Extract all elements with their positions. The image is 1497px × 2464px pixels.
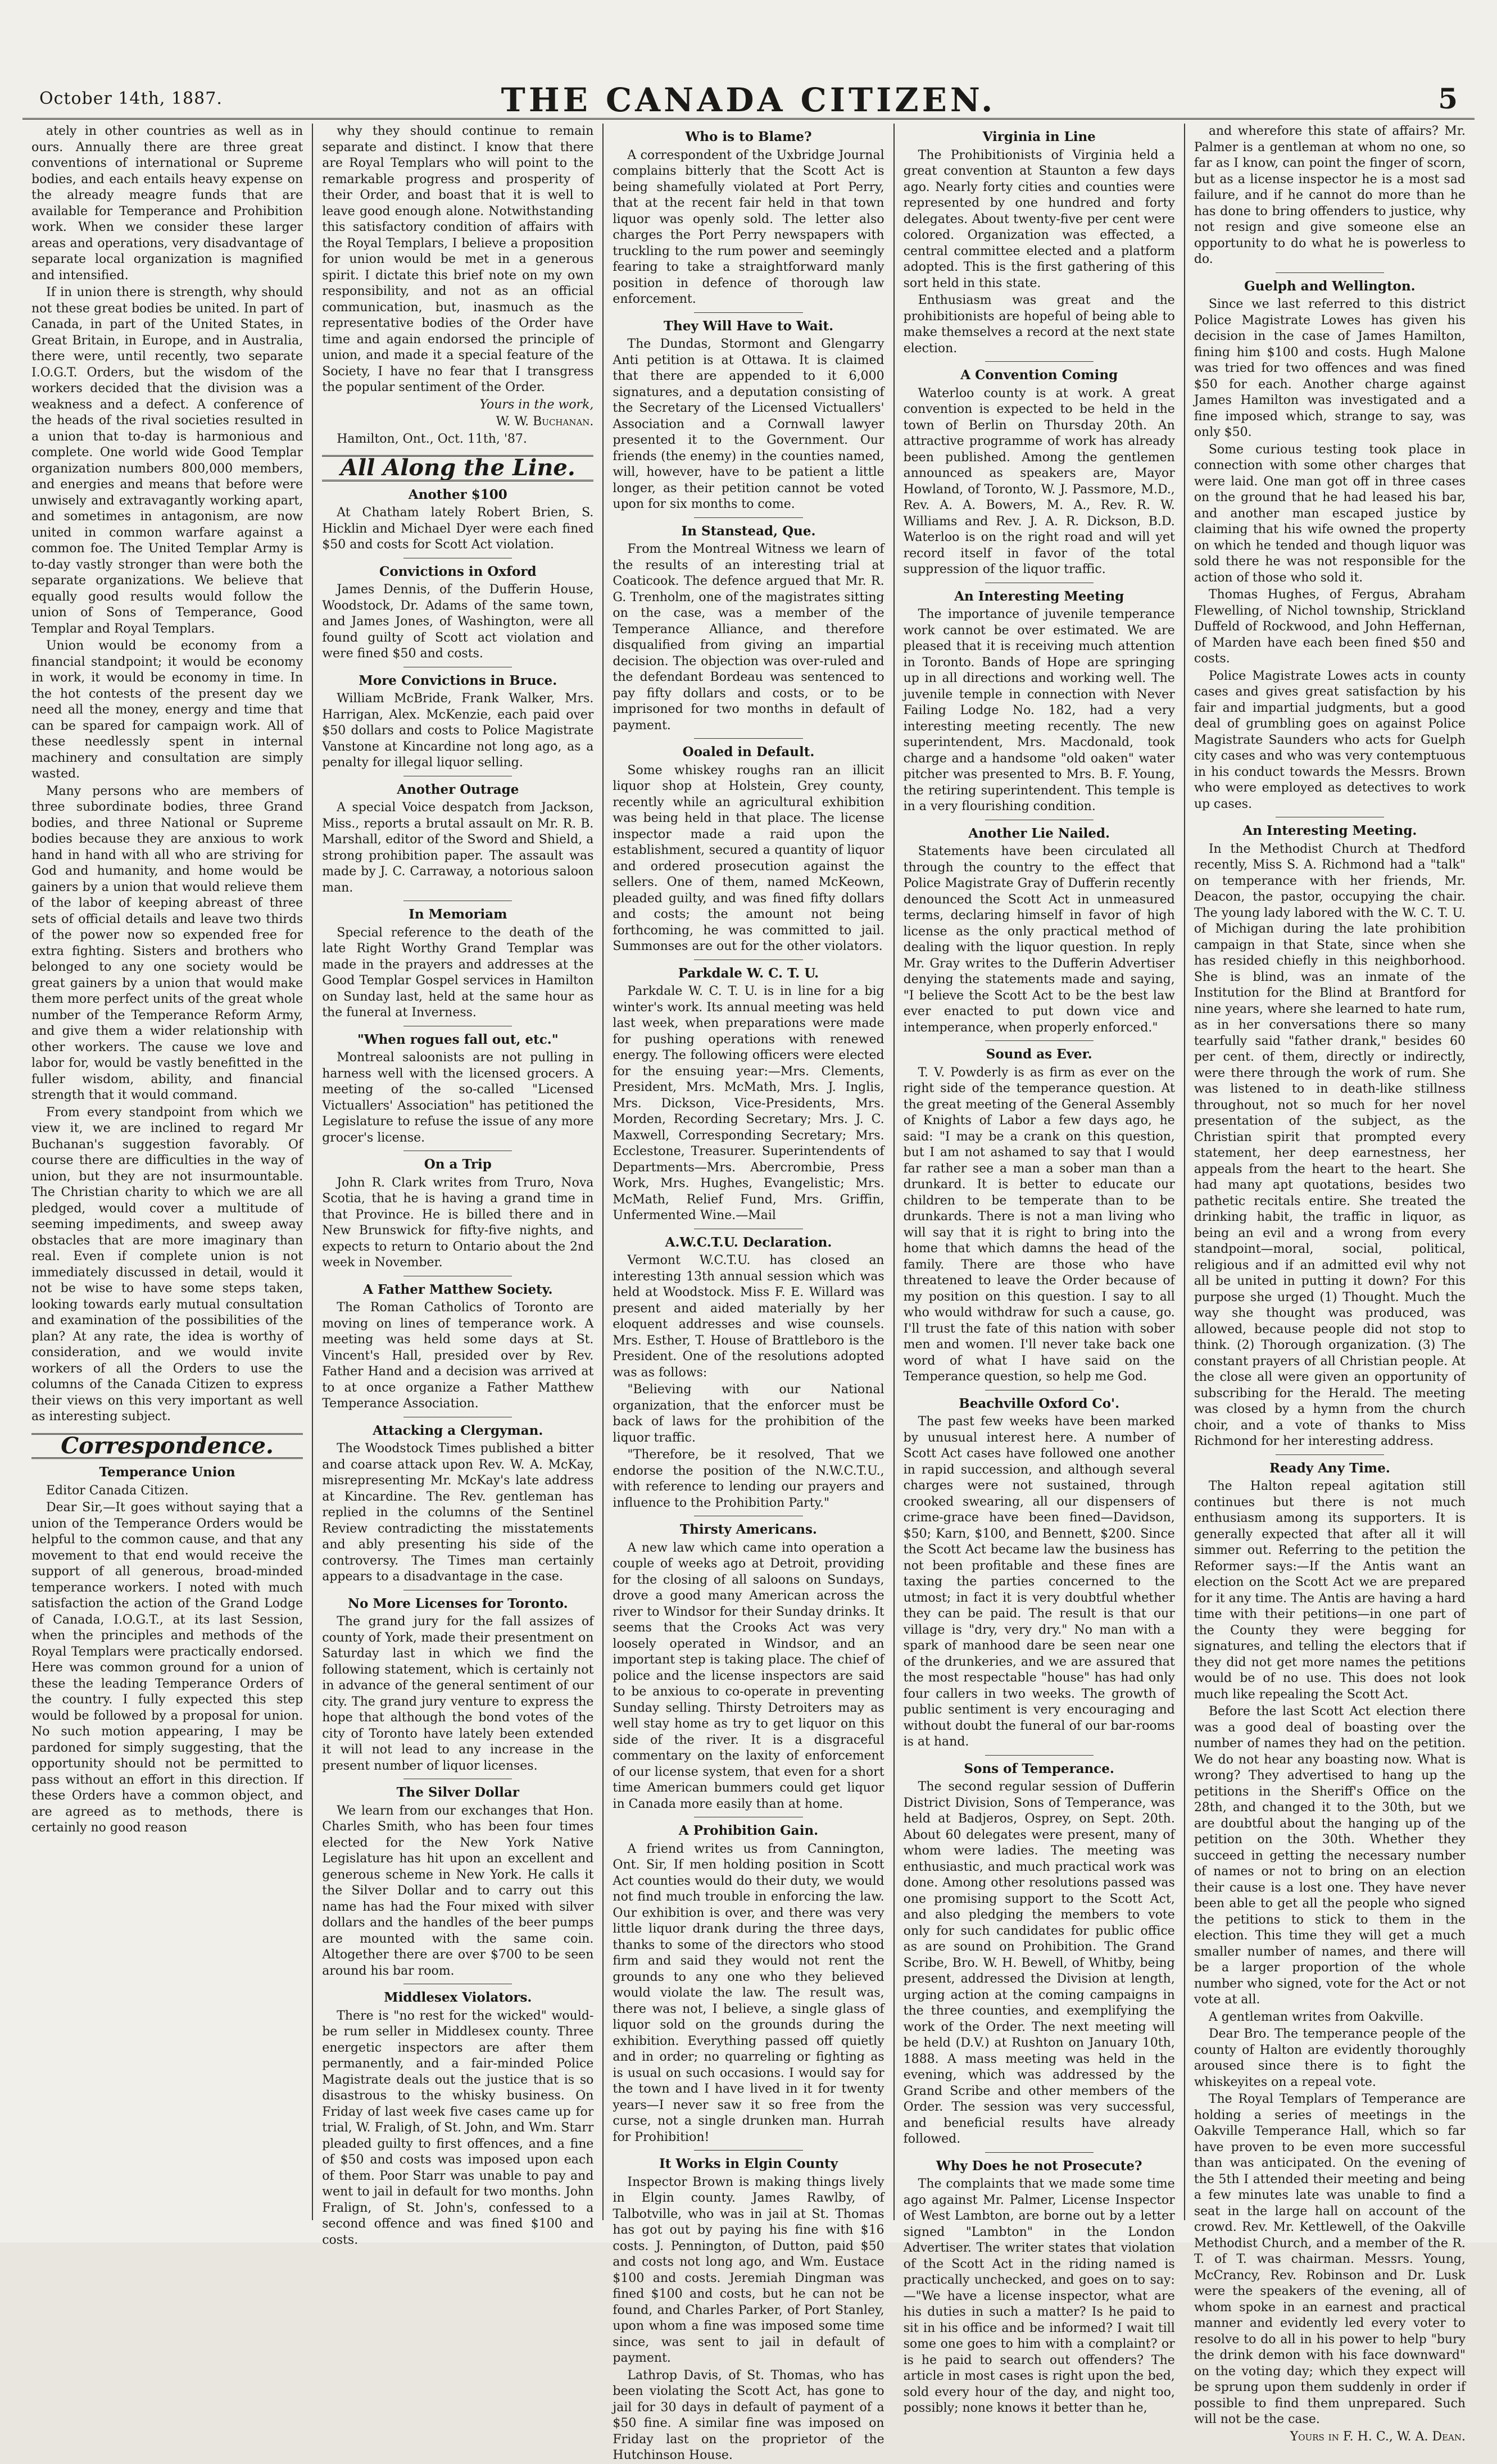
article-paragraph: Many persons who are members of three subordinate bodies, three Grand bodies, and three National or Supreme bodies because they are anxious to work hand in hand with all who are striving for God and humanity, and home would be gainers by a union that would relieve them of the labor of keeping abreast of three sets of official details and leave two thirds of the power now so expended free for extra fighting. Sisters and brothers who belonged to any one society would be great gainers by a union that would make them more perfect units of the great whole number of the Temperance Reform Army, and give them a wider relationship with other workers. The cause we love and labor for, would be vastly benefitted in the fuller wisdom, ability, and financial strength that it would command. [31,784,303,1102]
article-headline: They Will Have to Wait. [663,318,834,334]
article-paragraph: Special reference to the death of the late Right Worthy Grand Templar was made in the prayers and addresses at the Good Templar Gospel services in Hamilton on Sunday last, held at the same hour as the funeral at Inverness. [322,925,594,1020]
article-headline: Guelph and Wellington. [1244,278,1416,294]
divider-rule [694,738,802,739]
article-headline: Sound as Ever. [986,1047,1092,1062]
article-paragraph: There is "no rest for the wicked" would-be rum seller in Middlesex county. Three energetic inspectors are after them permanently, and a fair-minded Police Magistrate deals out the justice that is so disastrous to the whisky business. On Friday of last week five cases came up for trial, W. Fraligh, of St. John, and Wm. Starr pleaded guilty to first offences, and a fine of $50 and costs was imposed upon each of them. Poor Starr was unable to pay and went to jail in default for two months. John Fralign, of St. John's, confessed to a second offence and was fined $100 and costs. [322,2008,594,2247]
article-headline: No More Licenses for Toronto. [347,1595,568,1611]
article-paragraph: William McBride, Frank Walker, Mrs. Harrigan, Alex. McKenzie, each paid over $50 dollars and costs to Police Magistrate Vanstone at Kincardine not long ago, as a penalty for illegal liquor selling. [322,692,594,770]
divider-rule [985,361,1094,362]
divider-rule [694,517,802,518]
article-paragraph: Hamilton, Ont., Oct. 11th, '87. [337,431,527,446]
article-headline: Another Outrage [397,781,519,797]
text-columns [22,124,1475,2462]
divider-rule [694,312,802,313]
article-headline: "When rogues fall out, etc." [357,1031,559,1047]
article-paragraph: Dear Bro. The temperance people of the county of Halton are evidently thoroughly aroused since there is to fight the whiskeyites on a repeal vote. [1194,2027,1466,2089]
article-headline: A.W.C.T.U. Declaration. [665,1234,832,1250]
column-4 [893,124,1184,2415]
article-paragraph: The grand jury for the fall assizes of county of York, made their presentment on Saturday last in which we find the following statement, which is certainly not in advance of the general sentiment of our city. The grand jury venture to express the hope that although the bond votes of the city of Toronto have lately been extended it will not lead to any increase in the present number of liquor licenses. [322,1615,594,1773]
article-paragraph: T. V. Powderly is as firm as ever on the right side of the temperance question. At the great meeting of the General Assembly of Knights of Labor a few days ago, he said: "I may be a crank on this question, but I am not ashamed to say that I would far rather see a man a sober man than a drunkard. It is better to educate our children to be temperate than to be drunkards. There is not a man living who will say that it is right to bring into the home that which damns the head of the family. There are those who have threatened to leave the Order because of my position on this question. I say to all who would withdraw for such a cause, go. I'll trust the fate of this nation with sober men and women. I'll never take back one word of what I have said on the Temperance question, so help me God. [903,1065,1175,1384]
article-headline: An Interesting Meeting. [1242,823,1417,838]
article-paragraph: Union would be economy from a financial standpoint; it would be economy in work, it would be economy in time. In the hot contests of the present day we need all the money, energy and time that can be spared for campaign work. All of these needlessly spent in internal machinery and consultation are simply wasted. [31,639,303,781]
article-paragraph: Some curious testing took place in connection with some other charges that were laid. One man got off in three cases on the ground that he had leased his bar, and another man escaped justice by claiming that his wife owned the property on which he tended and though liquor was sold there he was not responsible for the action of those who sold it. [1194,442,1466,585]
article-paragraph: Waterloo county is at work. A great convention is expected to be held in the town of Berlin on Thursday 20th. An attractive programme of work has already been published. Among the gentlemen announced as speakers are, Mayor Howland, of Toronto, W. J. Passmore, M.D., Rev. A. A. Bowers, M. A., Rev. R. W. Williams and Rev. J. A. R. Dickson, B.D. Waterloo is on the right road and will yet record itself in favor of the total suppression of the liquor traffic. [903,386,1175,576]
article-paragraph: The Roman Catholics of Toronto are moving on lines of temperance work. A meeting was held some days at St. Vincent's Hall, presided over by Rev. Father Hand and a decision was arrived at to at once organize a Father Matthew Temperance Association. [322,1301,594,1411]
article-headline: Convictions in Oxford [379,563,537,579]
divider-rule [1276,1454,1384,1455]
article-paragraph: "Therefore, be it resolved, That we endorse the position of the N.W.C.T.U., with reference to lending our prayers and influence to the Prohibition Party." [613,1448,884,1510]
column-1 [22,124,312,2220]
article-headline: Ooaled in Default. [682,744,815,760]
article-headline: Middlesex Violators. [384,1990,532,2005]
article-paragraph: A correspondent of the Uxbridge Journal complains bitterly that the Scott Act is being shamefully violated at Port Perry, that at the recent fair held in that town liquor was openly sold. The letter also charges the Port Perry newspapers with truckling to the rum power and seemingly fearing to take a straightforward manly position in defence of thorough law enforcement. [613,148,884,306]
article-headline: Thirsty Americans. [680,1522,817,1537]
article-headline: Attacking a Clergyman. [373,1422,543,1438]
article-paragraph: why they should continue to remain separate and distinct. I know that there are Royal Templars who will point to the remarkable progress and prosperity of their Order, and boast that it is well to leave good enough alone. Notwithstanding this satisfactory condition of affairs with the Royal Templars, I believe a proposition for union would be met in a generous spirit. I dictate this brief note on my own responsibility, and not as an official communication, but, inasmuch as the representative bodies of the Order have time and again endorsed the principle of union, and made it a special feature of the Society, I have no fear that I transgress the popular sentiment of the Order. [322,124,594,394]
article-paragraph: The Halton repeal agitation still continues but there is not much enthusiasm among its supporters. It is generally expected that after all it will simmer out. Referring to the petition the Reformer says:—If the Antis want an election on the Scott Act we are prepared for it any time. The Antis are having a hard time with their petitions—in one part of the County they were begging for signatures, and telling the electors that if they did not get more names the petitions would be of no use. This does not look much like repealing the Scott Act. [1194,1479,1466,1702]
article-paragraph: "Believing with our National organization, that the enforcer must be back of laws for the prohibition of the liquor traffic. [613,1383,884,1445]
article-paragraph: We learn from our exchanges that Hon. Charles Smith, who has been four times elected for the New York Native Legislature has hit upon an excellent and generous scheme in New York. He calls it the Silver Dollar and to carry out this name has had the Four mixed with silver dollars and the handles of the beer pumps are mounted with the same coin. Altogether there are over $700 to be seen around his bar room. [322,1803,594,1978]
article-headline: A Convention Coming [960,367,1118,383]
article-headline: A Prohibition Gain. [678,1823,819,1838]
article-headline: An Interesting Meeting [954,588,1124,604]
article-headline: The Silver Dollar [396,1785,520,1800]
section-heading: Correspondence. [31,1433,303,1460]
article-headline: It Works in Elgin County [659,2156,838,2171]
author-signature: Yours in F. H. C., W. A. Dean. [1290,2429,1466,2444]
article-headline: A Father Matthew Society. [363,1281,553,1297]
article-paragraph: Police Magistrate Lowes acts in county cases and gives great satisfaction by his fair and impartial judgments, but a good deal of grumbling goes on against Police Magistrate Saunders who acts for Guelph city cases and who was very contemptuous in his conduct towards the Messrs. Brown who were employed as detectives to work up cases. [1194,669,1466,811]
divider-rule [1276,272,1384,273]
article-paragraph: If in union there is strength, why should not these great bodies be united. In part of Canada, in part of the United States, in Great Britain, in Europe, and in Australia, there were, until recently, two separate I.O.G.T. Orders, but the wisdom of the workers decided that the division was a weakness and a defect. A conference of the heads of the rival societies resulted in a union that to-day is harmonious and complete. One world wide Good Templar organization numbers 800,000 members, and energies and means that before were unwisely and extravagantly working apart, and sometimes in antagonism, are now united in common warfare against a common foe. The United Templar Army is to-day vastly stronger than were both the separate organizations. We believe that equally good results would follow the union of Sons of Temperance, Good Templar and Royal Templars. [31,285,303,636]
article-paragraph: A special Voice despatch from Jackson, Miss., reports a brutal assault on Mr. R. B. Marshall, editor of the Sword and Shield, a strong prohibition paper. The assault was made by J. C. Carraway, a notorious saloon man. [322,801,594,895]
article-headline: Why Does he not Prosecute? [936,2158,1142,2174]
article-paragraph: Inspector Brown is making things lively in Elgin county. James Rawlby, of Talbotville, who was in jail at St. Thomas has got out by paying his fine with $16 costs. J. Pennington, of Dutton, paid $50 and costs not long ago, and Wm. Eustace $100 and costs. Jeremiah Dingman was fined $100 and costs, but he can not be found, and Charles Parker, of Port Stanley, upon whom a fine was imposed some time since, was sent to jail in default of payment. [613,2175,884,2365]
article-paragraph: At Chatham lately Robert Brien, S. Hicklin and Michael Dyer were each fined $50 and costs for Scott Act violation. [322,506,594,552]
issue-date: October 14th, 1887. [39,89,223,108]
article-headline: Sons of Temperance. [964,1761,1114,1776]
article-paragraph: ately in other countries as well as in ours. Annually there are three great conventions of international or Supreme bodies, and each entails heavy expense on the already meagre funds that are available for Temperance and Prohibition work. When we consider these larger areas and operations, very disadvantage of separate local organization is magnified and intensified. [31,124,303,283]
article-headline: On a Trip [424,1157,492,1172]
masthead [22,79,1475,120]
article-paragraph: and wherefore this state of affairs? Mr. Palmer is a gentleman at whom no one, so far as I know, can point the finger of scorn, but as a license inspector he is a most sad failure, and if he cannot do more than he has done to bring offenders to justice, why not resign and give someone else an opportunity to do what he is powerless to do. [1194,124,1466,266]
column-5 [1184,124,1475,2444]
article-headline: In Stanstead, Que. [681,523,816,539]
article-paragraph: Since we last referred to this district Police Magistrate Lowes has given his decision in the case of James Hamilton, fining him $100 and costs. Hugh Malone was tried for two offences and was fined $50 for each. Another charge against James Hamilton was investigated and a fine imposed which, strange to say, was only $50. [1194,297,1466,439]
section-heading: All Along the Line. [322,455,593,481]
article-paragraph: A gentleman writes from Oakville. [1208,2010,1424,2024]
article-paragraph: Thomas Hughes, of Fergus, Abraham Flewelling, of Nichol township, Strickland Duffeld of Rockwood, and John Heffernan, of Marden have each been fined $50 and costs. [1194,588,1466,666]
article-headline: Who is to Blame? [685,129,812,144]
article-headline: Ready Any Time. [1269,1460,1390,1476]
divider-rule [694,2150,802,2151]
article-paragraph: Editor Canada Citizen. [46,1483,189,1498]
article-paragraph: From every standpoint from which we view it, we are inclined to regard Mr Buchanan's suggestion favorably. Of course there are difficulties in the way of union, but they are not insurmountable. The Christian charity to which we are all pledged, would cover a multitude of seeming impediments, and sweep away obstacles that are more imaginary than real. Even if complete union is not immediately discussed in detail, would it not be wise to have some steps taken, looking towards early mutual consultation and examination of the possibilities of the plan? At any rate, the idea is worthy of consideration, and we would invite workers of all the Orders to use the columns of the Canada Citizen to express their views on this very important as well as interesting subject. [31,1105,303,1424]
article-paragraph: John R. Clark writes from Truro, Nova Scotia, that he is having a grand time in that Province. He is billed there and in New Brunswick for fifty-five nights, and expects to return to Ontario about the 2nd week in November. [322,1175,594,1270]
article-headline: Beachville Oxford Co'. [959,1395,1120,1411]
article-paragraph: A new law which came into operation a couple of weeks ago at Detroit, providing for the closing of all saloons on Sundays, drove a good many American across the river to Windsor for their Sunday drinks. It seems that the Crooks Act was very loosely operated in Windsor, and an important step is taking place. The chief of police and the license inspectors are said to be anxious to co-operate in preventing Sunday selling. Thirsty Detroiters may as well stay home as try to get liquor on this side of the river. It is a disgraceful commentary on the laxity of enforcement of our license system, that even for a short time American bummers could get liquor in Canada more easily than at home. [613,1540,884,1811]
article-paragraph: In the Methodist Church at Thedford recently, Miss S. A. Richmond had a "talk" on temperance with her friends, Mr. Deacon, the pastor, occupying the chair. The young lady labored with the W. C. T. U. of Michigan during the late prohibition campaign in that State, since when she has resided chiefly in this neighborhood. She is blind, was an inmate of the Institution for the Blind at Brantford for nine years, where she learned to hate rum, as in her conversations there so many tearfully said "father drank," besides 60 per cent. of them, directly or indirectly, were there through the work of rum. She was listened to in death-like stillness throughout, not so much for her novel presentation of the subject, as the Christian spirit that prompted every statement, her deep earnestness, her appeals from the heart to the heart. She had many apt quotations, besides two pathetic recitals entire. She treated the drinking habit, the traffic in liquor, as being an evil and a wrong from every standpoint—moral, social, political, religious and if an admitted evil why not all be united in putting it down? For this purpose she urged (1) Thought. Much the way she thought was produced, was allowed, because people did not stop to think. (2) Thorough organization. (3) The constant prayers of all Christian people. At the close all were given an opportunity of subscribing for the Herald. The meeting was closed by a hymn from the church choir, and a vote of thanks to Miss Richmond for her interesting address. [1194,842,1466,1448]
article-headline: Another Lie Nailed. [968,825,1110,841]
column-2 [312,124,602,2247]
article-headline: Parkdale W. C. T. U. [678,965,819,981]
article-headline: In Memoriam [409,907,507,922]
article-paragraph: James Dennis, of the Dufferin House, Woodstock, Dr. Adams of the same town, and James Jones, of Washington, were all found guilty of Scott act violation and were fined $50 and costs. [322,583,594,661]
article-paragraph: The complaints that we made some time ago against Mr. Palmer, License Inspector of West Lambton, are borne out by a letter signed "Lambton" in the London Advertiser. The writer states that violation of the Scott Act in the riding named is practically unchecked, and goes on to say:—"We have a license inspector, what are his duties in such a matter? Is he paid to sit in his office and be informed? I wait till some one goes to him with a complaint? or is he paid to search out offenders? The article in most cases is right upon the bed, sold every hour of the day, and night too, possibly; none knows it better than he, [903,2177,1175,2415]
article-paragraph: Enthusiasm was great and the prohibitionists are hopeful of being able to make themselves a record at the next state election. [903,293,1175,356]
article-paragraph: The second regular session of Dufferin District Division, Sons of Temperance, was held at Badjeros, Osprey, on Sept. 20th. About 60 delegates were present, many of whom were ladies. The meeting was enthusiastic, and much practical work was done. Among other resolutions passed was one promising support to the Scott Act, and also pledging the members to vote only for such candidates for public office as are sound on Prohibition. The Grand Scribe, Bro. W. H. Bewell, of Whitby, being present, addressed the Division at length, urging action at the coming campaigns in the three counties, and exemplifying the work of the Order. The next meeting will be held (D.V.) at Rushton on January 10th, 1888. A mass meeting was held in the evening, which was addressed by the Grand Scribe and other members of the Order. The session was very successful, and beneficial results have already followed. [903,1780,1175,2146]
article-paragraph: Montreal saloonists are not pulling in harness well with the licensed grocers. A meeting of the so-called "Licensed Victuallers' Association" has petitioned the Legislature to refuse the issue of any more grocer's license. [322,1051,594,1145]
divider-rule [985,1755,1094,1756]
newspaper-title: THE CANADA CITIZEN. [501,81,996,119]
article-paragraph: A friend writes us from Cannington, Ont. Sir, If men holding position in Scott Act counties would do their duty, we would not find much trouble in enforcing the law. Our exhibition is over, and there was very little liquor drank during the three days, thanks to some of the directors who stood firm and said they would not rent the grounds to any one who they believed would violate the law. The result was, there was not, I believe, a single glass of liquor sold on the grounds during the exhibition. Everything passed off quietly and in order; no quarreling or fighting as is usual on such occasions. I would say for the town and I have lived in it for twenty years—I never saw it so free from the curse, not a single drunken man. Hurrah for Prohibition! [613,1842,884,2144]
article-paragraph: The importance of juvenile temperance work cannot be over estimated. We are pleased that it is receiving much attention in Toronto. Bands of Hope are springing up in all directions and working well. The juvenile temple in connection with Never Failing Lodge No. 182, had a very interesting meeting recently. The new superintendent, Mrs. Macdonald, took charge and a handsome "old oaken" water pitcher was presented to Mrs. B. F. Young, the retiring superintendent. This temple is in a very flourishing condition. [903,607,1175,813]
article-paragraph: The Woodstock Times published a bitter and coarse attack upon Rev. W. A. McKay, misrepresenting Mr. McKay's late address at Kincardine. The Rev. gentleman has replied in the columns of the Sentinel Review contradicting the misstatements and ably presenting his side of the controversy. The Times man certainly appears to a disadvantage in the case. [322,1442,594,1584]
article-headline: Temperance Union [99,1465,235,1480]
article-headline: More Convictions in Bruce. [359,672,557,688]
article-headline: Virginia in Line [982,129,1096,144]
article-paragraph: The Dundas, Stormont and Glengarry Anti petition is at Ottawa. It is claimed that there are appended to it 6,000 signatures, and a deputation consisting of the Secretary of the Licensed Victuallers' Association and a Cornwall lawyer presented it to the Government. Our friends (the enemy) in the counties named, will, however, have to be patient a little longer, as their petition cannot be voted upon for six months to come. [613,337,884,511]
article-paragraph: From the Montreal Witness we learn of the results of an interesting trial at Coaticook. The defence argued that Mr. R. G. Trenholm, one of the magistrates sitting on the case, was a member of the Temperance Alliance, and therefore disqualified from giving an impartial decision. The objection was over-ruled and the defendant Bordeau was sentenced to pay fifty dollars and costs, or to be imprisoned for two months in default of payment. [613,542,884,733]
page-number: 5 [1438,82,1458,115]
article-paragraph: Vermont W.C.T.U. has closed an interesting 13th annual session which was held at Woodstock. Miss F. E. Willard was present and aided materially by her eloquent addresses and wise counsels. Mrs. Esther, T. House of Brattleboro is the President. One of the resolutions adopted was as follows: [613,1253,884,1380]
author-signature: W. W. Buchanan. [496,415,594,429]
article-paragraph: Some whiskey roughs ran an illicit liquor shop at Holstein, Grey county, recently while an agricultural exhibition was being held in that place. The license inspector made a raid upon the establishment, secured a quantity of liquor and ordered prosecution against the sellers. One of them, named McKeown, pleaded guilty, and was fined fifty dollars and costs; the amount not being forthcoming, he was committed to jail. Summonses are out for the other violators. [613,763,884,953]
divider-rule [985,1040,1094,1041]
article-paragraph: The Royal Templars of Temperance are holding a series of meetings in the Oakville Temperance Hall, which so far have proven to be even more successful than was anticipated. On the evening of the 5th I attended their meeting and being a few minutes late was unable to find a seat in the large hall on account of the crowd. Rev. Mr. Kettlewell, of the Oakville Methodist Church, and a member of the R. T. of T. was chairman. Messrs. Young, McCrancy, Rev. Robinson and Dr. Lusk were the speakers of the evening, all of whom spoke in an earnest and practical manner and evidently led every voter to resolve to do all in his power to help "bury the drink demon with his face downward" on the voting day; which they expect will be sprung upon them suddenly in order if possible to find them unprepared. Such will not be the case. [1194,2092,1466,2426]
article-paragraph: The Prohibitionists of Virginia held a great convention at Staunton a few days ago. Nearly forty cities and counties were represented by one hundred and forty delegates. About twenty-five per cent were colored. Organization was effected, a central committee elected and a platform adopted. This is the first gathering of this sort held in this state. [903,148,1175,290]
article-paragraph: Lathrop Davis, of St. Thomas, who has been violating the Scott Act, has gone to jail for 30 days in default of payment of a $50 fine. A similar fine was imposed on Friday last on the proprietor of the Hutchinson House. [613,2368,884,2462]
article-paragraph: Before the last Scott Act election there was a good deal of boasting over the number of names they had on the petition. We do not hear any boasting now. What is wrong? They advertised to hang up the petitions in the Sheriff's Office on the 28th, and changed it to the 30th, but we are doubtful about the hanging up of the petition on the 30th. Whether they succeed in getting the necessary number of names or not to bring on an election their cause is a lost one. They have never been able to get all the people who signed the petitions to stick to them in the election. This time they will get a much smaller number of names, and there will be a larger proportion of the whole number who signed, vote for the Act or not vote at all. [1194,1704,1466,2007]
article-paragraph: Parkdale W. C. T. U. is in line for a big winter's work. Its annual meeting was held last week, when preparations were made for pushing operations with renewed energy. The following officers were elected for the ensuing year:—Mrs. Clements, President, Mrs. McMath, Mrs. J. Inglis, Mrs. Dickson, Vice-Presidents, Mrs. Morden, Recording Secretary; Mrs. J. C. Maxwell, Corresponding Secretary; Mrs. Ecclestone, Treasurer. Superintendents of Departments—Mrs. Abercrombie, Press Work, Mrs. Hughes, Evangelistic; Mrs. McMath, Relief Fund, Mrs. Griffin, Unfermented Wine.—Mail [613,984,884,1222]
divider-rule [985,2152,1094,2153]
letter-closing: Yours in the work, [479,397,594,412]
column-3 [602,124,893,2462]
article-paragraph: Statements have been circulated all through the country to the effect that Police Magistrate Gray of Dufferin recently denounced the Scott Act in unmeasured terms, declaring himself in favor of high license as the only practical method of dealing with the liquor question. In reply Mr. Gray writes to the Dufferin Advertiser denying the statements made and saying, "I believe the Scott Act to be the best law ever enacted to put down vice and intemperance, when properly enforced." [903,844,1175,1035]
article-headline: Another $100 [408,487,507,502]
article-paragraph: Dear Sir,—It goes without saying that a union of the Temperance Orders would be helpful to the common cause, and that any movement to that end would receive the support of all generous, broad-minded temperance workers. I noted with much satisfaction the action of the Grand Lodge of Canada, I.O.G.T., at its last Session, when the principles and methods of the Royal Templars were practically endorsed. Here was common ground for a union of these the leading Temperance Orders of the country. I fully expected this step would be followed by a proposal for union. No such motion appearing, I may be pardoned for simply suggesting, that the opportunity should not be permitted to pass without an effort in this direction. If these Orders have a common object, and are agreed as to methods, there is certainly no good reason [31,1501,303,1835]
article-paragraph: The past few weeks have been marked by unusual interest here. A number of Scott Act cases have followed one another in rapid succession, and although several charges were not sustained, through crooked swearing, all our dispensers of crime-grace have been fined—Davidson, $50; Karn, $100, and Bennett, $200. Since the Scott Act became law the business has not been profitable and these fines are taxing the parties concerned to the utmost; in fact it is very doubtful whether they can be paid. The result is that our village is "dry, very dry." No man with a spark of manhood dare be seen near one of the drunkeries, and we are assured that the most respectable "house" has had only four callers in two weeks. The growth of public sentiment is very encouraging and without doubt the funeral of our bar-rooms is at hand. [903,1415,1175,1749]
